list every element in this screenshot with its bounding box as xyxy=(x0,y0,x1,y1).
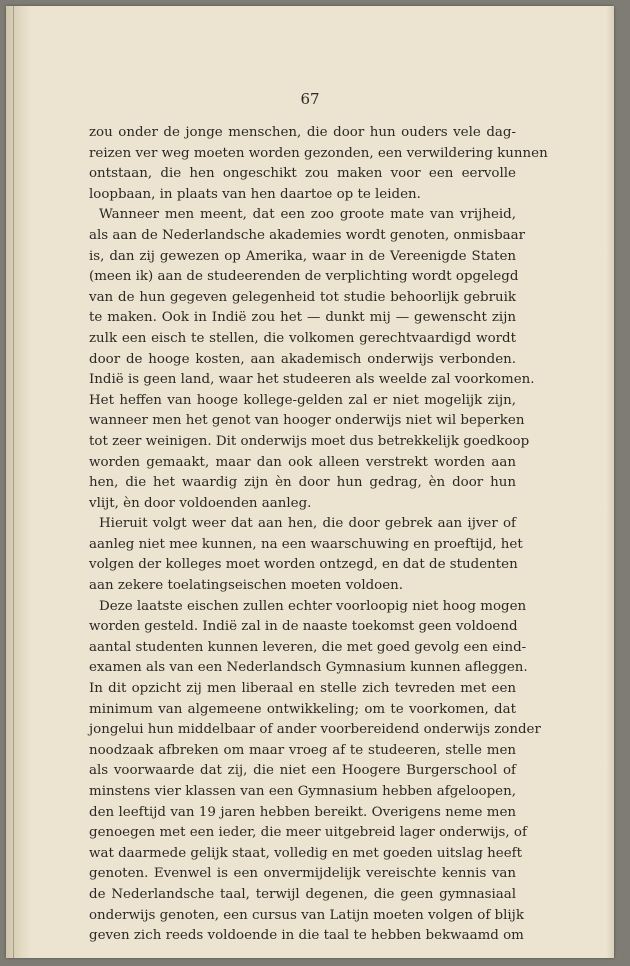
text-line: wat daarmede gelijk staat, volledig en met goeden uitslag heeft xyxy=(89,845,522,861)
text-line: aan zekere toelatingseischen moeten voldoen. xyxy=(89,578,404,594)
text-line: is, dan zij gewezen op Amerika, waar in de Vereenigde Staten xyxy=(89,248,516,264)
gutter-line xyxy=(13,6,14,958)
text-line: minimum van algemeene ontwikkeling; om te voorkomen, dat xyxy=(89,701,516,717)
text-line: zou onder de jonge menschen, die door hun ouders vele dag- xyxy=(89,125,516,140)
page-sheet xyxy=(6,6,614,958)
text-line: als voorwaarde dat zij, die niet een Hoogere Burgerschool of xyxy=(89,763,516,779)
text-line: reizen ver weg moeten worden gezonden, een verwildering kunnen xyxy=(89,145,548,161)
text-line: zulk een eisch te stellen, die volkomen gerechtvaardigd wordt xyxy=(89,330,516,346)
text-line: In dit opzicht zij men liberaal en stelle zich tevreden met een xyxy=(89,681,516,697)
page-spine-shadow xyxy=(6,6,32,958)
text-line: Deze laatste eischen zullen echter voorloopig niet hoog mogen xyxy=(99,598,527,614)
text-line: wanneer men het genot van hooger onderwijs niet wil beperken xyxy=(89,413,525,429)
text-line: vlijt, èn door voldoenden aanleg. xyxy=(89,495,312,511)
text-line: volgen der kolleges moet worden ontzegd, en dat de studenten xyxy=(89,557,518,573)
text-line: worden gesteld. Indië zal in de naaste toekomst geen voldoend xyxy=(89,619,518,635)
text-line: (meen ik) aan de studeerenden de verplichting wordt opgelegd xyxy=(89,269,519,285)
text-line: van de hun gegeven gelegenheid tot studie behoorlijk gebruik xyxy=(89,289,516,305)
text-line: onderwijs genoten, een cursus van Latijn moeten volgen of blijk xyxy=(89,907,524,923)
text-line: te maken. Ook in Indië zou het — dunkt mij — gewenscht zijn xyxy=(89,310,516,326)
text-line: aanleg niet mee kunnen, na een waarschuwing en proeftijd, het xyxy=(89,536,523,552)
text-line: examen als van een Nederlandsch Gymnasium kunnen afleggen. xyxy=(89,660,528,676)
text-line: als aan de Nederlandsche akademies wordt genoten, onmisbaar xyxy=(89,227,526,243)
page-number: 67 xyxy=(300,90,320,108)
text-line: worden gemaakt, maar dan ook alleen verstrekt worden aan xyxy=(89,454,516,470)
text-line: noodzaak afbreken om maar vroeg af te studeeren, stelle men xyxy=(89,742,516,758)
text-line: Hieruit volgt weer dat aan hen, die door gebrek aan ijver of xyxy=(99,516,516,532)
text-line: Indië is geen land, waar het studeeren als weelde zal voorkomen. xyxy=(89,372,535,388)
text-line: Het heffen van hooge kollege-gelden zal er niet mogelijk zijn, xyxy=(89,392,516,408)
text-line: door de hooge kosten, aan akademisch onderwijs verbonden. xyxy=(89,351,516,367)
text-line: genoegen met een ieder, die meer uitgebreid lager onderwijs, of xyxy=(89,825,527,841)
text-line: den leeftijd van 19 jaren hebben bereikt. Overigens neme men xyxy=(89,804,516,820)
text-line: jongelui hun middelbaar of ander voorbereidend onderwijs zonder xyxy=(89,722,541,738)
text-line: geven zich reeds voldoende in die taal te hebben bekwaamd om xyxy=(89,928,524,944)
text-line: tot zeer weinigen. Dit onderwijs moet dus betrekkelijk goedkoop xyxy=(89,433,530,449)
text-line: minstens vier klassen van een Gymnasium hebben afgeloopen, xyxy=(89,784,516,799)
text-line: loopbaan, in plaats van hen daartoe op te leiden. xyxy=(89,186,421,202)
text-line: Wanneer men meent, dat een zoo groote mate van vrijheid, xyxy=(99,207,516,223)
page-edge xyxy=(606,6,614,958)
text-line: aantal studenten kunnen leveren, die met goed gevolg een eind- xyxy=(89,639,527,655)
text-line: genoten. Evenwel is een onvermijdelijk vereischte kennis van xyxy=(89,866,516,882)
text-line: hen, die het waardig zijn èn door hun gedrag, èn door hun xyxy=(89,475,516,491)
text-line: ontstaan, die hen ongeschikt zou maken voor een eervolle xyxy=(89,166,516,182)
body-text xyxy=(89,123,548,947)
text-line: de Nederlandsche taal, terwijl degenen, die geen gymnasiaal xyxy=(89,886,516,902)
